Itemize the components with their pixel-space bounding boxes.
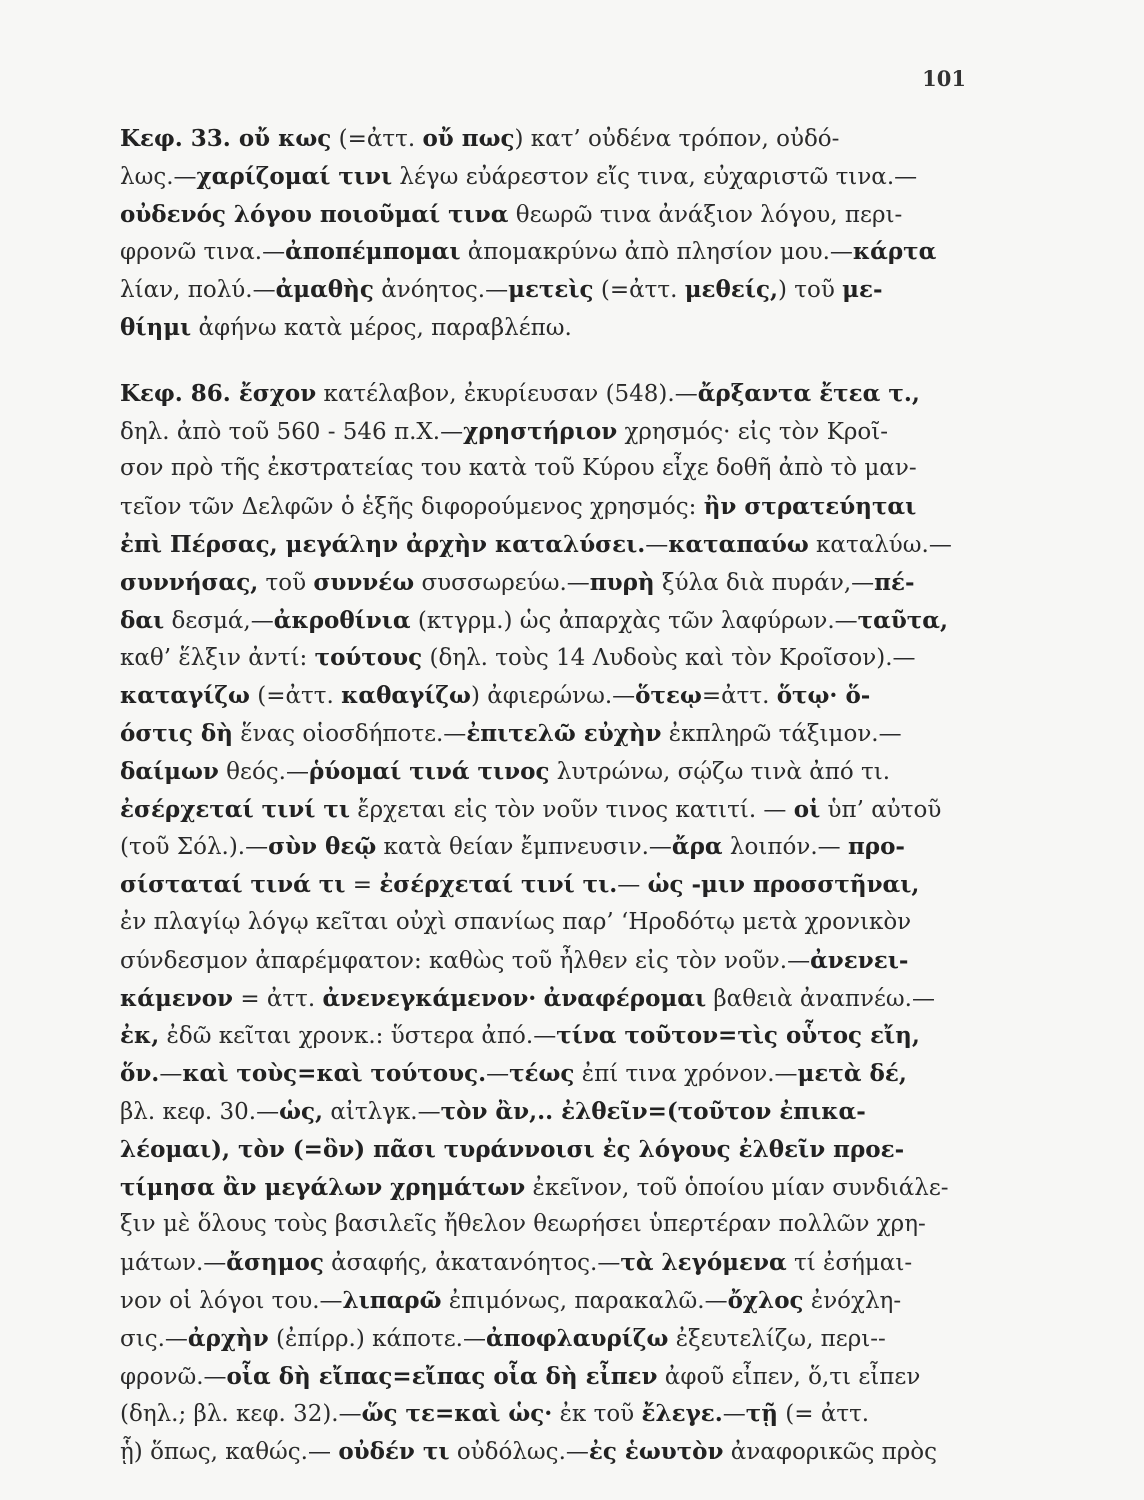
- text-segment: (ἐπίρρ.) κάποτε.—: [268, 1325, 486, 1352]
- headword: μετεὶς: [508, 276, 594, 304]
- text-segment: συσσωρεύω.—: [414, 569, 590, 596]
- headword: ἀνενεγκάμενον·: [322, 984, 537, 1012]
- text-segment: οὐδόλως.—: [449, 1439, 589, 1466]
- text-segment: (= ἀττ.: [777, 1401, 870, 1428]
- text-line: [120, 1320, 958, 1358]
- headword: ἐπιτελῶ εὐχὴν: [466, 719, 662, 747]
- text-line: [120, 233, 958, 271]
- text-segment: τεῖον τῶν Δελφῶν ὁ ἑξῆς διφορούμενος χρησμός:: [120, 494, 704, 521]
- text-line: [120, 828, 958, 866]
- text-line: [120, 866, 958, 904]
- text-segment: λυτρώνω, σῴζω τινὰ ἀπό τι.: [549, 758, 891, 785]
- headword: ἀμαθὴς: [275, 276, 374, 304]
- headword: τὰ λεγόμενα: [620, 1249, 787, 1277]
- text-segment: τοῦ: [258, 569, 314, 596]
- text-line: [120, 942, 958, 980]
- text-line: [120, 1433, 958, 1471]
- text-segment: λίαν, πολύ.—: [120, 277, 276, 304]
- text-line: [120, 1244, 958, 1282]
- text-segment: βαθειὰ ἀναπνέω.—: [706, 985, 935, 1012]
- text-line: [120, 753, 958, 791]
- headword: ἐσέρχεταί τινί τι.: [379, 871, 618, 899]
- headword: μεθείς,: [684, 276, 778, 304]
- text-line: [120, 526, 958, 564]
- headword: ταῦτα,: [857, 606, 948, 634]
- headword: καταγίζω: [120, 682, 250, 710]
- text-segment: (τοῦ Σόλ.).—: [120, 834, 269, 861]
- text-segment: ἕνας οἱοσδήποτε.—: [232, 720, 467, 747]
- text-line: [120, 677, 958, 715]
- headword: χαρίζομαί τινι: [196, 162, 393, 190]
- headword: ἐσέρχεταί τινί τι: [120, 795, 350, 823]
- text-segment: ἐξευτελίζω, περι--: [668, 1325, 886, 1352]
- text-segment: (δηλ. τοὺς 14 Λυδοὺς καὶ τὸν Κροῖσον).—: [422, 645, 916, 672]
- text-line: [120, 1206, 958, 1244]
- headword: ἄσημος: [226, 1249, 324, 1277]
- text-segment: ) τοῦ: [777, 277, 843, 304]
- text-segment: ἀναφορικῶς πρὸς: [723, 1439, 938, 1466]
- text-segment: ἀπομακρύνω ἀπὸ πλησίον μου.—: [460, 239, 853, 266]
- text-segment: καταλύω.—: [808, 531, 952, 558]
- headword: ἔλεγε.: [641, 1400, 723, 1428]
- text-segment: (=ἀττ.: [331, 126, 423, 152]
- text-line: [120, 564, 958, 602]
- paragraph-gap: [120, 347, 958, 375]
- text-segment: λέγω εὐάρεστον εἴς τινα, εὐχαριστῶ τινα.—: [392, 163, 918, 190]
- headword: καθαγίζω: [341, 682, 471, 710]
- headword: συννήσας,: [120, 568, 259, 596]
- text-segment: κατὰ θείαν ἔμπνευσιν.—: [376, 834, 672, 861]
- text-segment: =: [345, 872, 380, 899]
- paragraph: [120, 120, 958, 347]
- text-segment: (κτγρμ.) ὡς ἀπαρχὰς τῶν λαφύρων.—: [410, 607, 858, 634]
- text-segment: βλ. κεφ. 30.—: [120, 1098, 280, 1125]
- text-segment: [536, 986, 543, 1012]
- headword: ἀνενει-: [810, 946, 909, 974]
- text-line: [120, 791, 958, 829]
- text-segment: —: [722, 1401, 746, 1428]
- headword: Κεφ. 86. ἔσχον: [120, 379, 317, 407]
- headword: με-: [842, 276, 883, 304]
- headword: ἀποπέμπομαι: [285, 238, 461, 266]
- headword: κάρτα: [852, 238, 937, 266]
- text-segment: σον πρὸ τῆς ἐκστρατείας του κατὰ τοῦ Κύρου εἶχε δοθῆ ἀπὸ τὸ μαν-: [120, 455, 917, 482]
- text-segment: ἀνόητος.—: [373, 277, 509, 304]
- headword: τέως: [509, 1060, 575, 1088]
- headword: μετὰ δέ,: [797, 1060, 907, 1088]
- text-segment: ἐδῶ κεῖται χρονκ.: ὕστερα ἀπό.—: [159, 1023, 557, 1050]
- text-segment: ) κατ’ οὐδένα τρόπον, οὐδό-: [514, 126, 840, 152]
- text-line: [120, 1358, 958, 1396]
- text-segment: λοιπόν.—: [722, 834, 848, 861]
- text-segment: καθ’ ἕλξιν ἀντί:: [120, 645, 315, 672]
- headword: σὺν θεῷ: [268, 833, 377, 861]
- text-line: [120, 271, 958, 309]
- text-line: [120, 1093, 958, 1131]
- page-number: 101: [922, 66, 966, 91]
- text-segment: σύνδεσμον ἀπαρέμφατον: καθὼς τοῦ ἦλθεν εἰς τὸν νοῦν.—: [120, 947, 811, 974]
- headword: προ-: [847, 833, 905, 861]
- text-segment: ἀφοῦ εἶπεν, ὅ,τι εἶπεν: [657, 1363, 921, 1390]
- text-segment: ἐπί τινα χρόνον.—: [574, 1061, 798, 1088]
- headword: σίσταταί τινά τι: [120, 871, 346, 899]
- text-segment: θεωρῶ τινα ἀνάξιον λόγου, περι-: [508, 201, 903, 228]
- text-line: [120, 715, 958, 753]
- text-line: [120, 375, 958, 413]
- text-line: [120, 904, 958, 942]
- headword: ἐπὶ Πέρσας, μεγάλην ἀρχὴν καταλύσει.: [120, 530, 646, 558]
- headword: θίημι: [120, 313, 192, 341]
- headword: ὅν.: [120, 1060, 160, 1088]
- headword: τίμησα ἂν μεγάλων χρημάτων: [120, 1173, 526, 1201]
- text-segment: ἐπιμόνως, παρακαλῶ.—: [441, 1287, 728, 1314]
- text-segment: ἐνόχλη-: [803, 1287, 902, 1314]
- headword: ἀναφέρομαι: [543, 984, 707, 1012]
- text-line: [120, 980, 958, 1018]
- text-segment: =ἀττ.: [701, 683, 777, 710]
- text-line: [120, 1282, 958, 1320]
- headword: τίνα τοῦτον=τὶς οὗτος εἴη,: [556, 1022, 920, 1050]
- text-segment: φρονῶ.—: [120, 1363, 227, 1390]
- headword: ἄρα: [671, 833, 723, 861]
- text-line: [120, 309, 958, 347]
- headword: λέομαι), τὸν (=ὃν) πᾶσι τυράννοισι ἐς λόγους ἐλθεῖν προε-: [120, 1135, 905, 1163]
- text-segment: φρονῶ τινα.—: [120, 239, 286, 266]
- text-segment: ξιν μὲ ὅλους τοὺς βασιλεῖς ἤθελον θεωρήσει ὑπερτέραν πολλῶν χρη-: [120, 1211, 926, 1238]
- headword: πυρὴ: [589, 568, 655, 596]
- text-line: [120, 158, 958, 196]
- text-line: [120, 1055, 958, 1093]
- text-line: [120, 639, 958, 677]
- headword: οὔ πως: [422, 125, 515, 152]
- text-line: [120, 488, 958, 526]
- text-segment: κατέλαβον, ἐκυρίευσαν (548).—: [316, 380, 698, 407]
- text-segment: —: [645, 531, 669, 558]
- text-segment: ) ἀφιερώνω.—: [470, 683, 636, 710]
- text-line: [120, 1017, 958, 1055]
- text-line: [120, 1395, 958, 1433]
- text-segment: νον οἱ λόγοι του.—: [120, 1287, 343, 1314]
- body-text: [120, 120, 958, 1471]
- headword: ἀκροθίνια: [273, 606, 411, 634]
- headword: ὅτῳ· ὅ-: [776, 682, 871, 710]
- text-line: [120, 413, 958, 451]
- text-segment: (=ἀττ.: [593, 277, 685, 304]
- headword: οἱ: [793, 795, 821, 823]
- text-segment: —: [486, 1061, 510, 1088]
- headword: τούτους: [314, 644, 423, 672]
- headword: πέ-: [874, 568, 915, 596]
- headword: ὡς -μιν προσστῆναι,: [647, 871, 920, 899]
- headword: Κεφ. 33. οὔ κως: [120, 125, 332, 152]
- headword: τῇ: [745, 1400, 778, 1428]
- text-segment: δηλ. ἀπὸ τοῦ 560 - 546 π.Χ.—: [120, 418, 464, 445]
- headword: ὅτεῳ: [635, 682, 702, 710]
- text-segment: ἐκπληρῶ τάξιμον.—: [661, 720, 902, 747]
- paragraph: [120, 375, 958, 1471]
- text-segment: χρησμός· εἰς τὸν Κροῖ-: [617, 418, 889, 445]
- text-segment: ὑπ’ αὐτοῦ: [820, 796, 942, 823]
- text-segment: τί ἐσήμαι-: [786, 1250, 913, 1277]
- text-segment: —: [159, 1061, 183, 1088]
- text-segment: (δηλ.; βλ. κεφ. 32).—: [120, 1401, 362, 1428]
- text-line: [120, 120, 958, 158]
- headword: οὐδενός λόγου ποιοῦμαί τινα: [120, 200, 509, 228]
- text-line: [120, 196, 958, 234]
- text-segment: λως.—: [120, 163, 197, 190]
- headword: ἄρξαντα ἔτεα τ.,: [697, 379, 920, 407]
- text-segment: μάτων.—: [120, 1250, 227, 1277]
- headword: ἐς ἑωυτὸν: [588, 1438, 724, 1466]
- headword: ὄχλος: [727, 1286, 804, 1314]
- text-line: [120, 450, 958, 488]
- text-line: [120, 602, 958, 640]
- text-segment: ἀσαφής, ἀκατανόητος.—: [323, 1250, 621, 1277]
- headword: ἀρχὴν: [187, 1324, 269, 1352]
- text-segment: ἐκεῖνον, τοῦ ὁποίου μίαν συνδιάλε-: [525, 1174, 949, 1201]
- text-segment: δεσμά,—: [164, 607, 274, 634]
- text-line: [120, 1131, 958, 1169]
- text-segment: αἰτλγκ.—: [323, 1098, 441, 1125]
- headword: τὸν ἂν,.. ἐλθεῖν=(τοῦτον ἐπικα-: [440, 1097, 866, 1125]
- headword: καταπαύω: [668, 530, 809, 558]
- headword: οἷα δὴ εἴπας=εἴπας οἷα δὴ εἶπεν: [226, 1362, 658, 1390]
- headword: ὥς τε=καὶ ὡς·: [361, 1400, 553, 1428]
- text-segment: ἀφήνω κατὰ μέρος, παραβλέπω.: [191, 314, 572, 341]
- headword: καὶ τοὺς=καὶ τούτους.: [182, 1060, 487, 1088]
- headword: ἐκ,: [120, 1022, 160, 1050]
- text-segment: ἐκ τοῦ: [552, 1401, 642, 1428]
- headword: δαίμων: [120, 757, 219, 785]
- text-segment: σις.—: [120, 1325, 188, 1352]
- headword: οὐδέν τι: [338, 1438, 450, 1466]
- text-segment: θεός.—: [218, 758, 309, 785]
- text-segment: ἐν πλαγίῳ λόγῳ κεῖται οὐχὶ σπανίως παρ’ ‘Ηροδότῳ μετὰ χρονικὸν: [120, 908, 912, 935]
- text-segment: —: [617, 872, 648, 899]
- headword: δαι: [120, 606, 165, 634]
- headword: συννέω: [313, 568, 415, 596]
- text-segment: ᾗ) ὅπως, καθώς.—: [120, 1439, 339, 1466]
- headword: ἀποφλαυρίζω: [485, 1324, 669, 1352]
- text-segment: (=ἀττ.: [249, 683, 342, 710]
- headword: κάμενον: [120, 984, 234, 1012]
- text-line: [120, 1169, 958, 1207]
- headword: ῥύομαί τινά τινος: [309, 757, 550, 785]
- text-segment: = ἀττ.: [233, 985, 323, 1012]
- headword: όστις δὴ: [120, 719, 233, 747]
- headword: χρηστήριον: [463, 417, 618, 445]
- headword: λιπαρῶ: [342, 1286, 442, 1314]
- text-segment: ξύλα διὰ πυράν,—: [654, 569, 875, 596]
- text-segment: ἔρχεται εἰς τὸν νοῦν τινος κατιτί. —: [349, 796, 794, 823]
- headword: ὡς,: [279, 1097, 324, 1125]
- headword: ἢν στρατεύηται: [703, 493, 917, 521]
